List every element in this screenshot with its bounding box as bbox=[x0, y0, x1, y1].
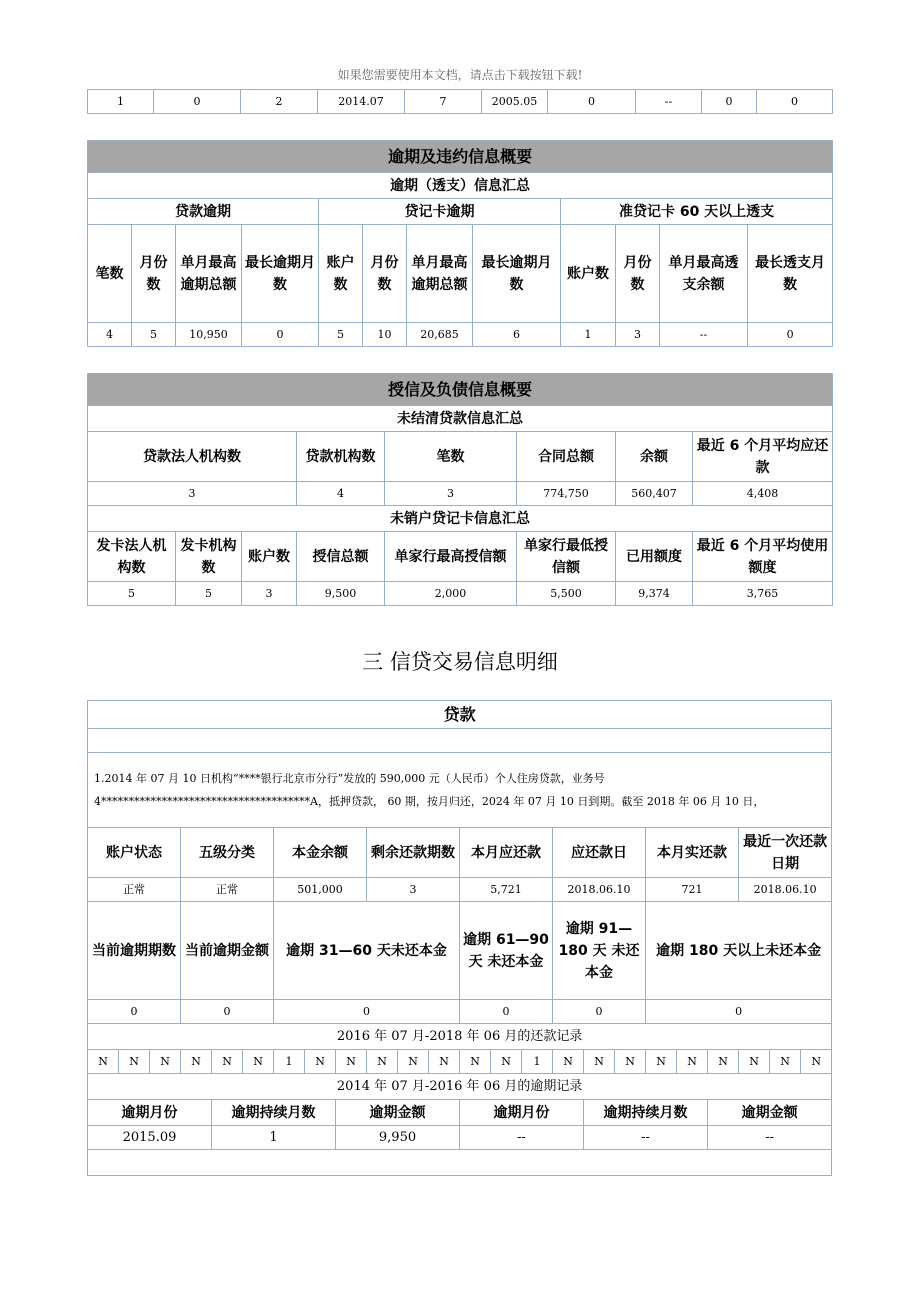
cell: 0 bbox=[553, 1000, 646, 1024]
loan-detail-table bbox=[87, 700, 832, 1176]
column-header: 五级分类 bbox=[181, 828, 274, 878]
column-header: 笔数 bbox=[88, 225, 132, 323]
column-header: 合同总额 bbox=[517, 432, 616, 482]
cell: 2,000 bbox=[385, 582, 517, 606]
top-continuation-table bbox=[87, 89, 833, 114]
column-header: 应还款日 bbox=[553, 828, 646, 878]
cell: -- bbox=[460, 1126, 584, 1150]
cell: 4,408 bbox=[693, 482, 833, 506]
cell: 3 bbox=[367, 878, 460, 902]
overdue-title: 逾期及违约信息概要 bbox=[88, 141, 833, 173]
cell: 3 bbox=[616, 323, 660, 347]
cell: 正常 bbox=[181, 878, 274, 902]
column-header: 最长逾期月数 bbox=[242, 225, 319, 323]
cell: 1 bbox=[88, 90, 154, 114]
cell: 0 bbox=[274, 1000, 460, 1024]
column-header: 逾期持续月数 bbox=[212, 1100, 336, 1126]
cell: 1 bbox=[561, 323, 616, 347]
column-header: 月份数 bbox=[616, 225, 660, 323]
cell: -- bbox=[584, 1126, 708, 1150]
column-header: 授信总额 bbox=[297, 532, 385, 582]
cell: 3,765 bbox=[693, 582, 833, 606]
column-header: 最长透支月数 bbox=[748, 225, 833, 323]
cell: 501,000 bbox=[274, 878, 367, 902]
cell: 0 bbox=[702, 90, 757, 114]
cell: 721 bbox=[646, 878, 739, 902]
cell: 3 bbox=[385, 482, 517, 506]
cell: 2005.05 bbox=[482, 90, 548, 114]
column-header: 最近一次还款日期 bbox=[739, 828, 832, 878]
cell: 0 bbox=[646, 1000, 832, 1024]
repay-cell: N bbox=[119, 1050, 150, 1074]
repay-cell: N bbox=[398, 1050, 429, 1074]
cell: 4 bbox=[297, 482, 385, 506]
cell: 正常 bbox=[88, 878, 181, 902]
column-header: 账户数 bbox=[561, 225, 616, 323]
column-header: 月份数 bbox=[132, 225, 176, 323]
column-header: 逾期 61—90 天 未还本金 bbox=[460, 902, 553, 1000]
cell: 0 bbox=[181, 1000, 274, 1024]
column-header: 逾期持续月数 bbox=[584, 1100, 708, 1126]
credit-title: 授信及负债信息概要 bbox=[88, 374, 833, 406]
repay-cell: N bbox=[646, 1050, 677, 1074]
column-header: 本月应还款 bbox=[460, 828, 553, 878]
cell: 5 bbox=[88, 582, 176, 606]
column-header: 本金余额 bbox=[274, 828, 367, 878]
cell: 0 bbox=[460, 1000, 553, 1024]
repay-cell: 1 bbox=[522, 1050, 553, 1074]
column-header: 当前逾期期数 bbox=[88, 902, 181, 1000]
column-header: 账户数 bbox=[319, 225, 363, 323]
section-title: 三 信贷交易信息明细 bbox=[362, 650, 558, 674]
cell: 6 bbox=[473, 323, 561, 347]
cell: 20,685 bbox=[407, 323, 473, 347]
column-header: 余额 bbox=[616, 432, 693, 482]
cell: 2014.07 bbox=[318, 90, 405, 114]
column-header: 单月最高透支余额 bbox=[660, 225, 748, 323]
download-notice: 如果您需要使用本文档，请点击下载按钮下载! bbox=[337, 68, 583, 82]
blank-row bbox=[88, 729, 832, 753]
repay-cell: N bbox=[460, 1050, 491, 1074]
cell: 2 bbox=[241, 90, 318, 114]
column-header: 发卡法人机构数 bbox=[88, 532, 176, 582]
repay-cell: N bbox=[336, 1050, 367, 1074]
cell: -- bbox=[660, 323, 748, 347]
group-quasi-credit-card: 准贷记卡 60 天以上透支 bbox=[561, 199, 833, 225]
column-header: 逾期 91—180 天 未还本金 bbox=[553, 902, 646, 1000]
cell: 560,407 bbox=[616, 482, 693, 506]
repay-cell: N bbox=[429, 1050, 460, 1074]
repay-cell: N bbox=[801, 1050, 832, 1074]
column-header: 发卡机构数 bbox=[176, 532, 242, 582]
cell: 9,950 bbox=[336, 1126, 460, 1150]
cell: 0 bbox=[242, 323, 319, 347]
column-header: 逾期 180 天以上未还本金 bbox=[646, 902, 832, 1000]
cell: 4 bbox=[88, 323, 132, 347]
cell: 0 bbox=[88, 1000, 181, 1024]
repay-cell: N bbox=[615, 1050, 646, 1074]
cell: 5 bbox=[132, 323, 176, 347]
repay-cell: N bbox=[739, 1050, 770, 1074]
overdue-summary-table bbox=[87, 140, 833, 347]
cell: 5,721 bbox=[460, 878, 553, 902]
cell: 3 bbox=[242, 582, 297, 606]
repay-cell: N bbox=[181, 1050, 212, 1074]
loan-description: 1.2014 年 07 月 10 日机构“****银行北京市分行”发放的 590,000 元（人民币）个人住房贷款，业务号 4**************************************A，抵押贷款， 60 期，按月归还，2024 年 07 月 10 日到期。截至 2018 年 06 月 10 日， bbox=[88, 753, 832, 828]
repay-cell: N bbox=[491, 1050, 522, 1074]
column-header: 月份数 bbox=[363, 225, 407, 323]
cell: 5 bbox=[319, 323, 363, 347]
card-subtitle: 未销户贷记卡信息汇总 bbox=[88, 506, 833, 532]
group-credit-card-overdue: 贷记卡逾期 bbox=[319, 199, 561, 225]
column-header: 剩余还款期数 bbox=[367, 828, 460, 878]
cell: 9,374 bbox=[616, 582, 693, 606]
column-header: 最长逾期月数 bbox=[473, 225, 561, 323]
column-header: 贷款法人机构数 bbox=[88, 432, 297, 482]
repay-cell: N bbox=[770, 1050, 801, 1074]
repay-cell: N bbox=[212, 1050, 243, 1074]
cell: 2018.06.10 bbox=[739, 878, 832, 902]
overdue-record-title: 2014 年 07 月-2016 年 06 月的逾期记录 bbox=[88, 1074, 832, 1100]
cell: 9,500 bbox=[297, 582, 385, 606]
cell: 0 bbox=[748, 323, 833, 347]
repay-cell: N bbox=[88, 1050, 119, 1074]
cell: 0 bbox=[154, 90, 241, 114]
cell: 10,950 bbox=[176, 323, 242, 347]
column-header: 贷款机构数 bbox=[297, 432, 385, 482]
cell: 1 bbox=[212, 1126, 336, 1150]
repay-cell: N bbox=[243, 1050, 274, 1074]
loan-title: 贷款 bbox=[88, 701, 832, 729]
cell: 0 bbox=[757, 90, 833, 114]
repay-cell: 1 bbox=[274, 1050, 305, 1074]
column-header: 逾期金额 bbox=[708, 1100, 832, 1126]
column-header: 单月最高逾期总额 bbox=[176, 225, 242, 323]
column-header: 笔数 bbox=[385, 432, 517, 482]
repay-cell: N bbox=[150, 1050, 181, 1074]
column-header: 逾期 31—60 天未还本金 bbox=[274, 902, 460, 1000]
repay-cell: N bbox=[677, 1050, 708, 1074]
column-header: 最近 6 个月平均使用额度 bbox=[693, 532, 833, 582]
column-header: 账户数 bbox=[242, 532, 297, 582]
column-header: 逾期月份 bbox=[460, 1100, 584, 1126]
repay-cell: N bbox=[305, 1050, 336, 1074]
cell: 0 bbox=[548, 90, 636, 114]
column-header: 单月最高逾期总额 bbox=[407, 225, 473, 323]
cell: -- bbox=[636, 90, 702, 114]
column-header: 逾期月份 bbox=[88, 1100, 212, 1126]
column-header: 最近 6 个月平均应还款 bbox=[693, 432, 833, 482]
repay-cell: N bbox=[367, 1050, 398, 1074]
repay-cell: N bbox=[584, 1050, 615, 1074]
cell: 2018.06.10 bbox=[553, 878, 646, 902]
cell: 2015.09 bbox=[88, 1126, 212, 1150]
repay-cell: N bbox=[553, 1050, 584, 1074]
repay-cell: N bbox=[708, 1050, 739, 1074]
blank-row bbox=[88, 1150, 832, 1176]
cell: 10 bbox=[363, 323, 407, 347]
loan-subtitle: 未结清贷款信息汇总 bbox=[88, 406, 833, 432]
cell: 5 bbox=[176, 582, 242, 606]
cell: 774,750 bbox=[517, 482, 616, 506]
repay-record-title: 2016 年 07 月-2018 年 06 月的还款记录 bbox=[88, 1024, 832, 1050]
column-header: 逾期金额 bbox=[336, 1100, 460, 1126]
cell: 3 bbox=[88, 482, 297, 506]
column-header: 单家行最高授信额 bbox=[385, 532, 517, 582]
cell: 7 bbox=[405, 90, 482, 114]
column-header: 本月实还款 bbox=[646, 828, 739, 878]
overdue-subtitle: 逾期（透支）信息汇总 bbox=[88, 173, 833, 199]
column-header: 账户状态 bbox=[88, 828, 181, 878]
column-header: 已用额度 bbox=[616, 532, 693, 582]
cell: 5,500 bbox=[517, 582, 616, 606]
group-loan-overdue: 贷款逾期 bbox=[88, 199, 319, 225]
column-header: 单家行最低授信额 bbox=[517, 532, 616, 582]
credit-summary-table bbox=[87, 373, 833, 606]
cell: -- bbox=[708, 1126, 832, 1150]
column-header: 当前逾期金额 bbox=[181, 902, 274, 1000]
